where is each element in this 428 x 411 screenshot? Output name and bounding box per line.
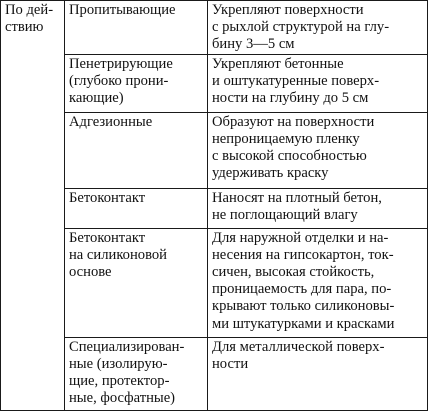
primer-type-cell — [65, 337, 208, 410]
primer-description-text: Укрепляют поверхности с рыхлой структурой на глу- бину 3—5 см — [212, 2, 390, 53]
primer-description-cell — [208, 188, 428, 228]
table-row — [1, 54, 428, 112]
primer-description-cell — [208, 54, 428, 112]
primer-description-cell — [208, 337, 428, 410]
primer-description-text: Наносят на плотный бетон, не поглощающий влагу — [212, 189, 382, 223]
primer-type-label: Специализирован- ные (изолирую- щие, протектор- ные, фосфатные) — [69, 338, 185, 407]
table-row — [1, 112, 428, 188]
primer-description-text: Для металлической поверх- ности — [212, 338, 385, 372]
primer-description-cell — [208, 1, 428, 55]
primer-type-cell — [65, 228, 208, 337]
primer-type-cell — [65, 54, 208, 112]
primer-type-label: Пропитывающие — [69, 2, 176, 18]
primer-description-text: Укрепляют бетонные и оштукатуренные поверх- ности на глубину до 5 см — [212, 55, 380, 107]
primer-type-cell — [65, 188, 208, 228]
table-row — [1, 188, 428, 228]
primer-type-cell — [65, 112, 208, 188]
classification-group-cell — [1, 1, 65, 411]
classification-group-label: По дей- ствию — [5, 2, 54, 36]
table-row — [1, 337, 428, 410]
primer-description-cell — [208, 228, 428, 337]
table-row — [1, 1, 428, 55]
primer-type-label: Адгезионные — [69, 113, 153, 130]
primer-type-label: Бетоконтакт на силиконовой основе — [69, 229, 167, 281]
table-row — [1, 228, 428, 337]
primer-description-text: Образуют на поверхности непроницаемую пленку с высокой способностью удерживать краску — [212, 113, 375, 182]
primer-description-cell — [208, 112, 428, 188]
primer-type-cell — [65, 1, 208, 55]
primer-description-text: Для наружной отделки и на- несения на гипсокартон, ток- сичен, высокая стойкость, проницаемость для пара, по- крывают только силиконовы- ми штукатурками и красками — [212, 229, 395, 332]
primer-type-label: Пенетрирующие (глубоко прони- кающие) — [69, 55, 173, 107]
primer-type-label: Бетоконтакт — [69, 189, 146, 206]
